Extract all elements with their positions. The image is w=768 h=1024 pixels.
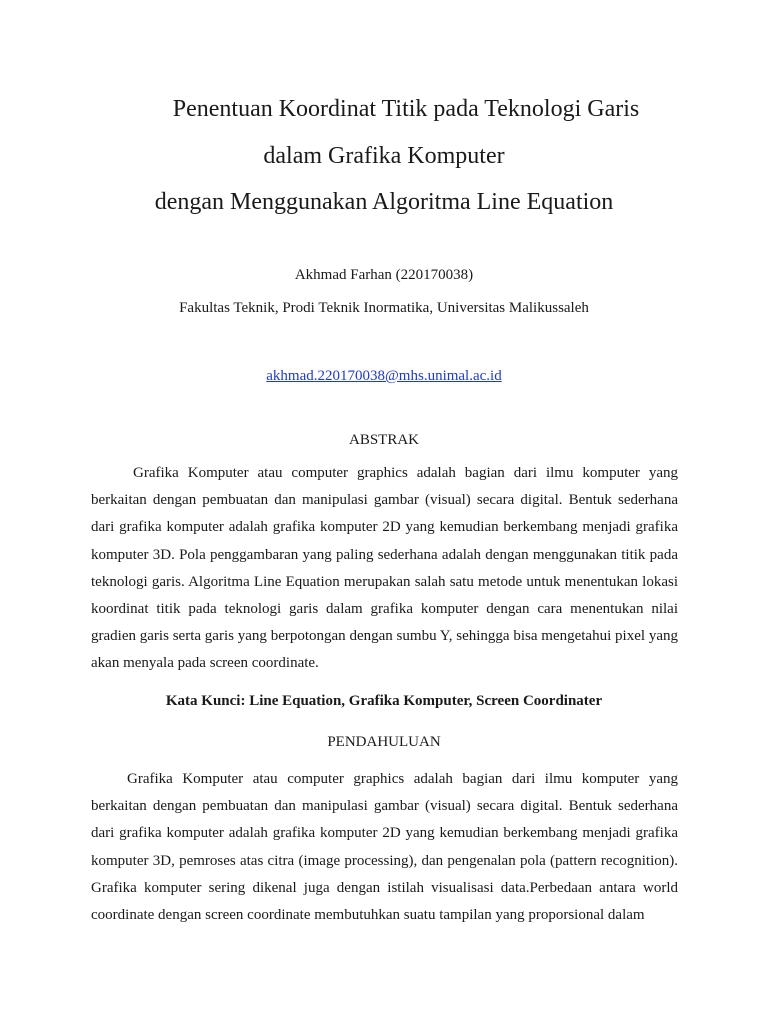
author-email (0, 366, 768, 386)
introduction-paragraph: Grafika Komputer atau computer graphics adalah bagian dari ilmu komputer yang berkaitan dengan pembuatan dan manipulasi gambar (visual) secara digital. Bentuk sederhana dari grafika komputer adalah grafika komputer 2D yang kemudian berkembang menjadi grafika komputer 3D, pemroses atas citra (image processing), dan pengenalan pola (pattern recognition). Grafika komputer sering dikenal juga dengan istilah visualisasi data.Perbedaan antara world coordinate dengan screen coordinate membutuhkan suatu tampilan yang proporsional dalam (91, 771, 678, 924)
paper-title-line-2: dalam Grafika Komputer (263, 143, 505, 169)
email-link[interactable]: akhmad.220170038@mhs.unimal.ac.id (266, 368, 502, 384)
author-affiliation: Fakultas Teknik, Prodi Teknik Inormatika, Universitas Malikussaleh (179, 300, 589, 316)
keywords-line: Kata Kunci: Line Equation, Grafika Komputer, Screen Coordinater (165, 693, 603, 709)
abstract-paragraph: Grafika Komputer atau computer graphics adalah bagian dari ilmu komputer yang berkaitan dengan pembuatan dan manipulasi gambar (visual) secara digital. Bentuk sederhana dari grafika komputer adalah grafika komputer 2D yang kemudian berkembang menjadi grafika komputer 3D. Pola penggambaran yang paling sederhana adalah dengan menggunakan titik pada teknologi garis. Algoritma Line Equation merupakan salah satu metode untuk menentukan lokasi koordinat titik pada teknologi garis dalam grafika komputer dengan cara menentukan nilai gradien garis serta garis yang berpotongan dengan sumbu Y, sehingga bisa mengetahui pixel yang akan menyala pada screen coordinate. (91, 465, 678, 672)
paper-title-line-1: Penentuan Koordinat Titik pada Teknologi Garis (172, 96, 640, 122)
paper-title-line-3: dengan Menggunakan Algoritma Line Equation (154, 189, 614, 215)
introduction-heading: PENDAHULUAN (327, 734, 441, 750)
author-name: Akhmad Farhan (220170038) (294, 267, 474, 283)
abstract-heading: ABSTRAK (348, 432, 419, 448)
